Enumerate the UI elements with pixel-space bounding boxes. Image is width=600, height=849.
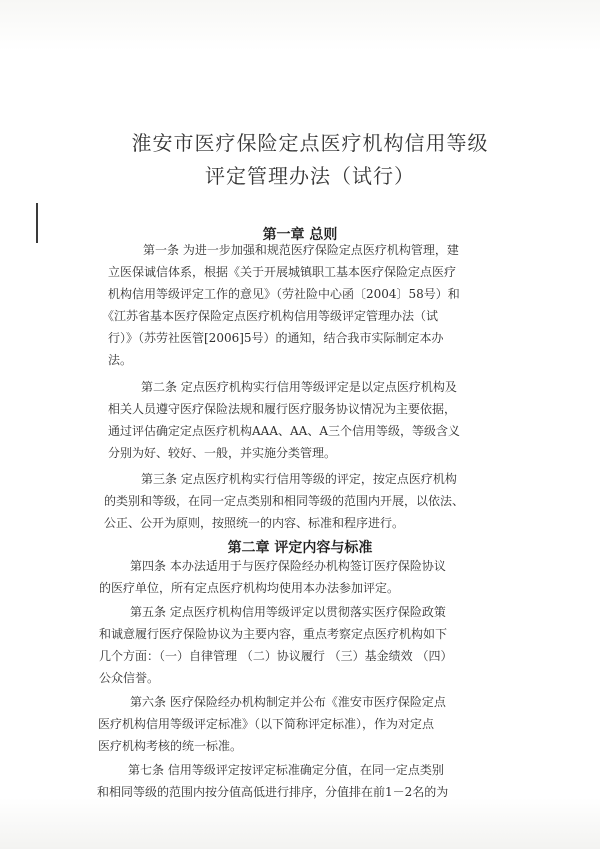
document-title-line-1: 淮安市医疗保险定点医疗机构信用等级 xyxy=(131,131,489,155)
paragraph-line: 机构信用等级评定工作的意见》（劳社险中心函〔2004〕58号）和 xyxy=(108,287,460,301)
paragraph-line: 公正、公开为原则，按照统一的内容、标准和程序进行。 xyxy=(104,516,405,530)
document-title-line-2: 评定管理办法（试行） xyxy=(205,164,415,188)
paragraph-line: 和诚意履行医疗保险协议为主要内容，重点考察定点医疗机构如下 xyxy=(99,627,448,641)
paragraph-line: 第七条 信用等级评定按评定标准确定分值，在同一定点类别 xyxy=(128,763,444,777)
paragraph-line: 公众信誉。 xyxy=(99,671,160,685)
paragraph-line: 相关人员遵守医疗保险法规和履行医疗服务协议情况为主要依据， xyxy=(108,402,457,416)
paragraph-line: 分别为好、较好、一般，并实施分类管理。 xyxy=(108,446,337,460)
paragraph-line: 几个方面：（一）自律管理 （二）协议履行 （三）基金绩效 （四） xyxy=(99,649,453,663)
paragraph-line: 第二条 定点医疗机构实行信用等级评定是以定点医疗机构及 xyxy=(141,380,457,394)
paragraph-line: 的医疗单位，所有定点医疗机构均使用本办法参加评定。 xyxy=(99,581,400,595)
paragraph-line: 医疗机构考核的统一标准。 xyxy=(98,739,243,753)
paragraph-line: 和相同等级的范围内按分值高低进行排序，分值排在前1－2名的为 xyxy=(97,785,449,799)
paragraph-line: 《江苏省基本医疗保险定点医疗机构信用等级评定管理办法（试 xyxy=(102,309,439,323)
chapter-1-heading: 第一章 总则 xyxy=(262,227,338,243)
paragraph-line: 第四条 本办法适用于与医疗保险经办机构签订医疗保险协议 xyxy=(130,559,446,573)
paragraph-line: 立医保诚信体系，根据《关于开展城镇职工基本医疗保险定点医疗 xyxy=(108,265,457,279)
chapter-2-heading: 第二章 评定内容与标准 xyxy=(227,540,373,556)
paragraph-line: 第五条 定点医疗机构信用等级评定以贯彻落实医疗保险政策 xyxy=(130,605,446,619)
paragraph-line: 通过评估确定定点医疗机构AAA、AA、A三个信用等级，等级含义 xyxy=(108,424,460,438)
paragraph-line: 法。 xyxy=(108,353,133,367)
paragraph-line: 第一条 为进一步加强和规范医疗保险定点医疗机构管理，建 xyxy=(143,243,459,257)
paragraph-line: 第六条 医疗保险经办机构制定并公布《淮安市医疗保险定点 xyxy=(130,695,446,709)
paragraph-line: 的类别和等级，在同一定点类别和相同等级的范围内开展，以依法、 xyxy=(104,494,465,508)
paragraph-line: 行）》（苏劳社医管[2006]5号）的通知，结合我市实际制定本办 xyxy=(108,331,444,345)
paragraph-line: 第三条 定点医疗机构实行信用等级的评定，按定点医疗机构 xyxy=(141,472,457,486)
paragraph-line: 医疗机构信用等级评定标准》（以下简称评定标准），作为对定点 xyxy=(98,717,435,731)
